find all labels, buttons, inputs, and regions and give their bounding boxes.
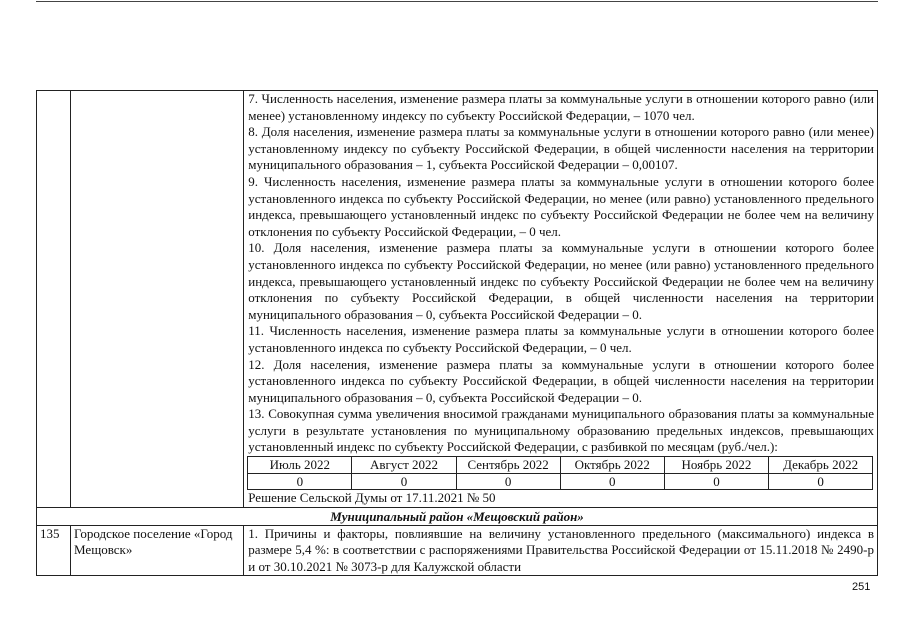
page-number: 251 (852, 581, 871, 593)
document-table (36, 90, 878, 576)
month-header: Август 2022 (352, 457, 456, 474)
month-value: 0 (352, 473, 456, 490)
table-row (37, 525, 878, 576)
page-top-rule (36, 1, 878, 2)
month-value: 0 (769, 473, 873, 490)
indicators-cell (244, 525, 878, 576)
month-value: 0 (248, 473, 352, 490)
month-value: 0 (560, 473, 664, 490)
indicators-cell (244, 91, 878, 508)
number-cell (37, 91, 71, 508)
section-title: Муниципальный район «Мещовский район» (37, 507, 878, 525)
month-header: Июль 2022 (248, 457, 352, 474)
month-header: Сентябрь 2022 (456, 457, 560, 474)
month-value: 0 (664, 473, 768, 490)
municipality-cell (71, 91, 244, 508)
indicator-item: 8. Доля населения, изменение размера платы за коммунальные услуги в отношении которого равно (или менее) установленному индексу по субъекту Российской Федерации, в общей численности населения на территории муниципального образования – 1, субъекта Российской Федерации – 0,00107. (248, 124, 874, 173)
indicator-item: 9. Численность населения, изменение размера платы за коммунальные услуги в отношении которого более установленного индекса по субъекту Российской Федерации, но менее (или равно) установленного предельного индекса, превышающего установленный индекс по субъекту Российской Федерации не более чем на величину отклонения по субъекту Российской Федерации, – 0 чел. (248, 173, 874, 239)
month-header: Ноябрь 2022 (664, 457, 768, 474)
monthly-value-row (248, 473, 873, 490)
indicator-item: 7. Численность населения, изменение размера платы за коммунальные услуги в отношении которого равно (или менее) установленному индексу по субъекту Российской Федерации, – 1070 чел. (248, 91, 874, 123)
month-header: Декабрь 2022 (769, 457, 873, 474)
row-number: 135 (37, 525, 71, 576)
indicator-item: 12. Доля населения, изменение размера платы за коммунальные услуги в отношении которого более установленного индекса по субъекту Российской Федерации, в общей численности населения на территории муниципального образования – 0, субъекта Российской Федерации – 0. (248, 356, 874, 405)
month-header: Октябрь 2022 (560, 457, 664, 474)
decision-reference: Решение Сельской Думы от 17.11.2021 № 50 (248, 490, 496, 506)
monthly-header-row (248, 457, 873, 474)
indicator-item: 10. Доля населения, изменение размера платы за коммунальные услуги в отношении которого более установленного индекса по субъекту Российской Федерации, но менее (или равно) установленного предельного индекса, превышающего установленный индекс по субъекту Российской Федерации не более чем на величину отклонения по субъекту Российской Федерации, в общей численности населения на территории муниципального образования – 0, субъекта Российской Федерации – 0. (248, 240, 874, 322)
table-row (37, 91, 878, 508)
indicator-item: 11. Численность населения, изменение размера платы за коммунальные услуги в отношении которого более установленного индекса по субъекту Российской Федерации, – 0 чел. (248, 323, 874, 355)
indicator-item: 1. Причины и факторы, повлиявшие на величину установленного предельного (максимального) индекса в размере 5,4 %: в соответствии с распоряжениями Правительства Российской Федерации от 15.11.2018 № 2490-р и от 30.10.2021 № 3073-р для Калужской области (248, 525, 874, 574)
monthly-table (247, 456, 873, 490)
municipality-name: Городское поселение «Город Мещовск» (71, 525, 244, 576)
section-header-row (37, 507, 878, 525)
indicator-item: 13. Совокупная сумма увеличения вносимой гражданами муниципального образования платы за коммунальные услуги в результате установления по муниципальному образованию предельных индексов, превышающих установленный индекс по субъекту Российской Федерации, с разбивкой по месяцам (руб./чел.): (248, 406, 874, 455)
month-value: 0 (456, 473, 560, 490)
